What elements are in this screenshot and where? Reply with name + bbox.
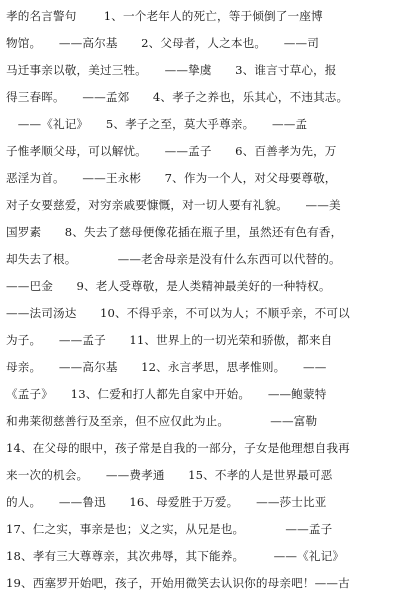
text-line-19: 的人。 ——鲁迅 16、母爱胜于万爱。 ——莎士比亚: [6, 495, 327, 509]
text-line-15: 《孟子》 13、仁爱和打人都先自家中开始。 ——鲍蒙特: [6, 387, 327, 401]
text-line-14: 母亲。 ——高尔基 12、永言孝思，思孝惟则。 ——: [6, 360, 327, 374]
text-line-21: 18、孝有三大尊尊亲，其次弗辱，其下能养。 ——《礼记》: [6, 549, 345, 563]
text-line-3: 马迁事亲以敬，美过三牲。 ——挚虞 3、谁言寸草心，报: [6, 63, 337, 77]
text-line-18: 来一次的机会。 ——费孝通 15、不孝的人是世界最可恶: [6, 468, 333, 482]
text-line-4: 得三春晖。 ——孟郊 4、孝子之养也，乐其心，不违其志。: [6, 90, 349, 104]
text-line-12: ——法司汤达 10、不得乎亲，不可以为人；不顺乎亲，不可以: [6, 306, 350, 320]
text-line-6: 子惟孝顺父母，可以解忧。 ——孟子 6、百善孝为先，万: [6, 144, 337, 158]
text-line-22: 19、西塞罗开始吧，孩子，开始用微笑去认识你的母亲吧！——古: [6, 576, 350, 590]
text-line-8: 对子女要慈爱，对穷亲戚要慷慨，对一切人要有礼貌。 ——美: [6, 198, 341, 212]
text-line-1: 孝的名言警句 1、一个老年人的死亡，等于倾倒了一座博: [6, 9, 323, 23]
text-line-9: 国罗素 8、失去了慈母便像花插在瓶子里，虽然还有色有香，: [6, 225, 343, 239]
text-line-13: 为子。 ——孟子 11、世界上的一切光荣和骄傲，都来自: [6, 333, 333, 347]
text-line-7: 恶淫为首。 ——王永彬 7、作为一个人，对父母要尊敬，: [6, 171, 337, 185]
text-line-5: ——《礼记》 5、孝子之至，莫大乎尊亲。 ——孟: [6, 117, 308, 131]
text-line-20: 17、仁之实，事亲是也；义之实，从兄是也。 ——孟子: [6, 522, 333, 536]
text-line-2: 物馆。 ——高尔基 2、父母者，人之本也。 ——司: [6, 36, 320, 50]
text-line-11: ——巴金 9、老人受尊敬，是人类精神最美好的一种特权。: [6, 279, 331, 293]
text-line-16: 和弗莱彻慈善行及至亲，但不应仅此为止。 ——富勒: [6, 414, 318, 428]
text-line-17: 14、在父母的眼中，孩子常是自我的一部分，子女是他理想自我再: [6, 441, 350, 455]
text-line-10: 却失去了根。 ——老舍母亲是没有什么东西可以代替的。: [6, 252, 341, 266]
